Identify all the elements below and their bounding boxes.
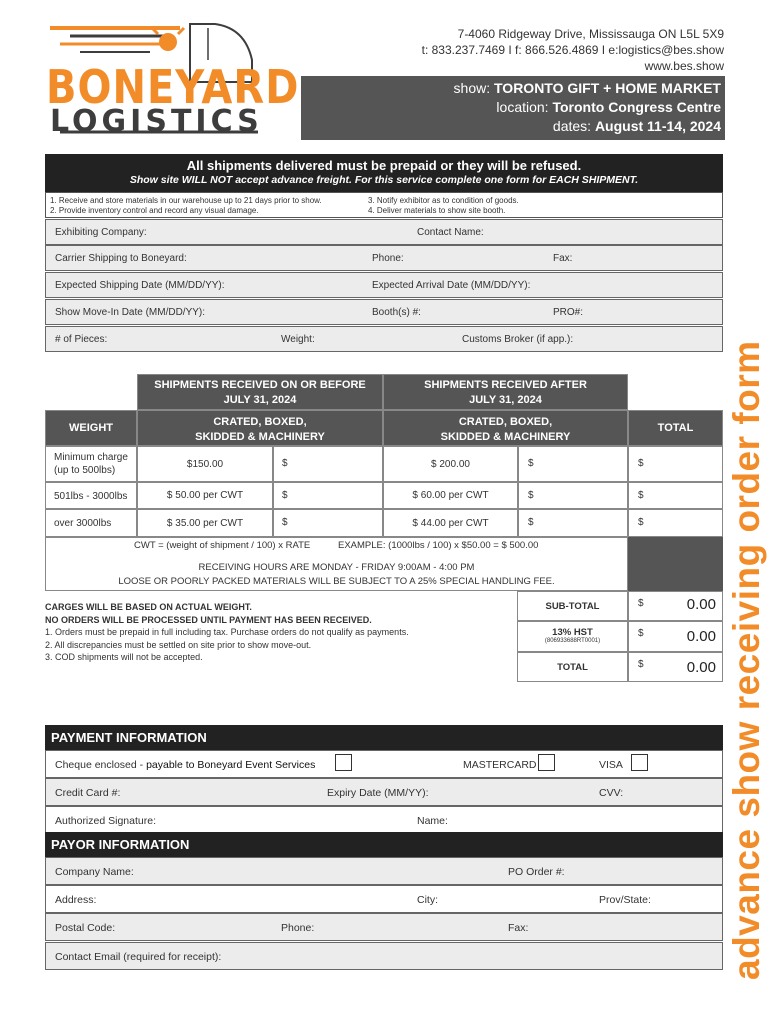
logo-word-boneyard: BONEYARD [46, 61, 300, 115]
payment-heading: PAYMENT INFORMATION [45, 725, 723, 750]
fax-field[interactable]: Fax: [553, 253, 573, 264]
hst-value: 0.00 [686, 628, 716, 645]
customs-broker-field[interactable]: Customs Broker (if app.): [462, 334, 574, 345]
payor-prov-field[interactable]: Prov/State: [599, 894, 651, 906]
header-before-line-2: JULY 31, 2024 [223, 394, 297, 406]
table-row-weight [45, 446, 137, 482]
crated-after-line-1: CRATED, BOXED, [458, 416, 553, 428]
currency-sign: $ [638, 628, 644, 639]
company-contact [422, 26, 724, 74]
row-credit-card [45, 778, 723, 806]
total-value: 0.00 [686, 659, 716, 676]
col-crated-before-header [137, 410, 383, 446]
show-label: show: [453, 80, 491, 96]
row-payor-company [45, 857, 723, 885]
weight-sublabel: (up to 500lbs) [54, 465, 116, 476]
mastercard-checkbox[interactable] [538, 754, 555, 771]
cheque-text: Cheque enclosed - [55, 759, 147, 771]
amount-after-input[interactable] [518, 509, 628, 537]
note-3: 3. Notify exhibitor as to condition of goods. [368, 196, 519, 205]
mastercard-label: MASTERCARD [463, 759, 537, 771]
currency-sign: $ [638, 517, 644, 528]
total-label: TOTAL [517, 652, 628, 682]
show-dates: August 11-14, 2024 [594, 118, 721, 134]
charges-line-1: CARGES WILL BE BASED ON ACTUAL WEIGHT. [45, 602, 252, 612]
table-row-weight [45, 482, 137, 509]
weight-label: 501lbs - 3000lbs [54, 491, 128, 502]
payor-company-field[interactable]: Company Name: [55, 866, 134, 878]
hst-number: (806933688RT0001) [544, 638, 601, 644]
visa-label: VISA [599, 759, 623, 771]
row-payor-address [45, 885, 723, 913]
company-logo [40, 20, 300, 139]
charges-line-2: NO ORDERS WILL BE PROCESSED UNTIL PAYMENT HAS BEEN RECEIVED. [45, 614, 372, 625]
note-4: 4. Deliver materials to show site booth. [368, 206, 506, 215]
col-total-header: TOTAL [628, 410, 723, 446]
show-info-box [301, 76, 725, 140]
move-in-date-field[interactable]: Show Move-In Date (MM/DD/YY): [55, 307, 206, 318]
currency-sign: $ [282, 517, 288, 528]
payor-postal-field[interactable]: Postal Code: [55, 922, 116, 934]
currency-sign: $ [282, 458, 288, 469]
payor-address-field[interactable]: Address: [55, 894, 97, 906]
contact-line: t: 833.237.7469 I f: 866.526.4869 I e:logistics@bes.show [421, 43, 724, 57]
currency-sign: $ [528, 517, 534, 528]
cheque-payee: payable to Boneyard Event Services [146, 759, 316, 771]
charges-line-4: 2. All discrepancies must be settled on site prior to show move-out. [45, 639, 312, 650]
amount-before-input[interactable] [273, 446, 383, 482]
payor-email-field[interactable]: Contact Email (required for receipt): [55, 951, 222, 963]
row-total-input[interactable] [628, 446, 723, 482]
charges-line-5: 3. COD shipments will not be accepted. [45, 652, 203, 662]
pro-field[interactable]: PRO#: [553, 307, 584, 318]
rate-before: $150.00 [137, 446, 273, 482]
signer-name-field[interactable]: Name: [417, 815, 448, 827]
hst-label-box [517, 621, 628, 652]
banner-line-1: All shipments delivered must be prepaid or they will be refused. [186, 158, 582, 173]
row-dates [45, 272, 723, 298]
location-label: location: [496, 99, 549, 115]
crated-after-line-2: SKIDDED & MACHINERY [440, 431, 571, 443]
exhibiting-company-field[interactable]: Exhibiting Company: [55, 227, 147, 238]
row-payor-postal [45, 913, 723, 941]
header-before-date [137, 374, 383, 410]
hst-label: 13% HST [552, 627, 593, 638]
credit-card-field[interactable]: Credit Card #: [55, 787, 121, 799]
amount-after-input[interactable] [518, 446, 628, 482]
payor-city-field[interactable]: City: [417, 894, 438, 906]
row-signature [45, 806, 723, 834]
handling-fee-note: LOOSE OR POORLY PACKED MATERIALS WILL BE SUBJECT TO A 25% SPECIAL HANDLING FEE. [118, 576, 555, 587]
location-name: Toronto Congress Centre [552, 99, 721, 115]
cvv-field[interactable]: CVV: [599, 787, 624, 799]
currency-sign: $ [638, 458, 644, 469]
rate-before: $ 35.00 per CWT [137, 509, 273, 537]
currency-sign: $ [528, 490, 534, 501]
rate-after: $ 200.00 [383, 446, 518, 482]
header-after-line-1: SHIPMENTS RECEIVED AFTER [424, 379, 587, 391]
pieces-field[interactable]: # of Pieces: [55, 334, 108, 345]
subtotal-value: 0.00 [686, 596, 716, 613]
currency-sign: $ [638, 598, 644, 609]
address-line: 7-4060 Ridgeway Drive, Mississauga ON L5L 5X9 [457, 27, 724, 41]
charges-notes [45, 601, 409, 664]
prepaid-banner [45, 154, 723, 192]
payor-heading: PAYOR INFORMATION [45, 832, 723, 857]
contact-name-field[interactable]: Contact Name: [417, 227, 484, 238]
amount-after-input[interactable] [518, 482, 628, 509]
payor-fax-field[interactable]: Fax: [508, 922, 529, 934]
logo-word-logistics: LOGISTICS [50, 104, 263, 139]
form-title-vertical: advance show receiving order form [726, 340, 767, 980]
row-exhibitor [45, 219, 723, 245]
subtotal-label: SUB-TOTAL [517, 591, 628, 621]
amount-before-input[interactable] [273, 482, 383, 509]
weight-label: Minimum charge [54, 452, 128, 463]
row-carrier [45, 245, 723, 271]
header-after-date [383, 374, 628, 410]
payor-phone-field[interactable]: Phone: [281, 922, 315, 934]
cwt-example: EXAMPLE: (1000lbs / 100) x $50.00 = $ 500.00 [338, 540, 539, 551]
currency-sign: $ [638, 490, 644, 501]
pricing-notes [45, 537, 628, 591]
row-total-input[interactable] [628, 482, 723, 509]
crated-before-line-1: CRATED, BOXED, [213, 416, 307, 428]
header-before-line-1: SHIPMENTS RECEIVED ON OR BEFORE [154, 379, 366, 391]
booth-field[interactable]: Booth(s) #: [372, 307, 421, 318]
weight-label: over 3000lbs [54, 518, 112, 529]
banner-line-2: Show site WILL NOT accept advance freight. For this service complete one form for EACH SHIPMENT. [129, 174, 639, 186]
charges-line-3: 1. Orders must be prepaid in full including tax. Purchase orders do not qualify as payments. [45, 627, 409, 637]
cheque-checkbox[interactable] [335, 754, 352, 771]
dates-label: dates: [552, 118, 592, 134]
cwt-formula: CWT = (weight of shipment / 100) x RATE [134, 540, 311, 551]
currency-sign: $ [282, 490, 288, 501]
amount-before-input[interactable] [273, 509, 383, 537]
subtotal-field[interactable] [628, 591, 723, 621]
cheque-label [55, 759, 315, 771]
show-name: TORONTO GIFT + HOME MARKET [494, 80, 721, 96]
rate-after: $ 44.00 per CWT [383, 509, 518, 537]
currency-sign: $ [528, 458, 534, 469]
row-payor-email [45, 942, 723, 970]
total-field[interactable] [628, 652, 723, 682]
website-link[interactable]: www.bes.show [644, 59, 724, 73]
rate-after: $ 60.00 per CWT [383, 482, 518, 509]
currency-sign: $ [638, 659, 644, 670]
po-order-field[interactable]: PO Order #: [508, 866, 565, 878]
receiving-hours: RECEIVING HOURS ARE MONDAY - FRIDAY 9:00AM - 4:00 PM [198, 562, 475, 573]
visa-checkbox[interactable] [631, 754, 648, 771]
row-pieces [45, 326, 723, 352]
crated-before-line-2: SKIDDED & MACHINERY [195, 431, 325, 443]
note-1: 1. Receive and store materials in our warehouse up to 21 days prior to show. [50, 196, 322, 205]
note-2: 2. Provide inventory control and record any visual damage. [50, 206, 259, 215]
table-row-weight [45, 509, 137, 537]
row-total-input[interactable] [628, 509, 723, 537]
weight-field[interactable]: Weight: [281, 334, 315, 345]
header-after-line-2: JULY 31, 2024 [469, 394, 542, 406]
service-notes [45, 192, 723, 218]
row-move-in [45, 299, 723, 325]
hst-field[interactable] [628, 621, 723, 652]
shipping-date-field[interactable]: Expected Shipping Date (MM/DD/YY): [55, 280, 225, 291]
expiry-date-field[interactable]: Expiry Date (MM/YY): [327, 787, 429, 799]
total-column-filler [628, 537, 723, 591]
col-crated-after-header [383, 410, 628, 446]
arrival-date-field[interactable]: Expected Arrival Date (MM/DD/YY): [372, 280, 531, 291]
phone-field[interactable]: Phone: [372, 253, 404, 264]
row-payment-method [45, 750, 723, 778]
rate-before: $ 50.00 per CWT [137, 482, 273, 509]
carrier-field[interactable]: Carrier Shipping to Boneyard: [55, 253, 187, 264]
col-weight-header: WEIGHT [45, 410, 137, 446]
signature-field[interactable]: Authorized Signature: [55, 815, 156, 827]
